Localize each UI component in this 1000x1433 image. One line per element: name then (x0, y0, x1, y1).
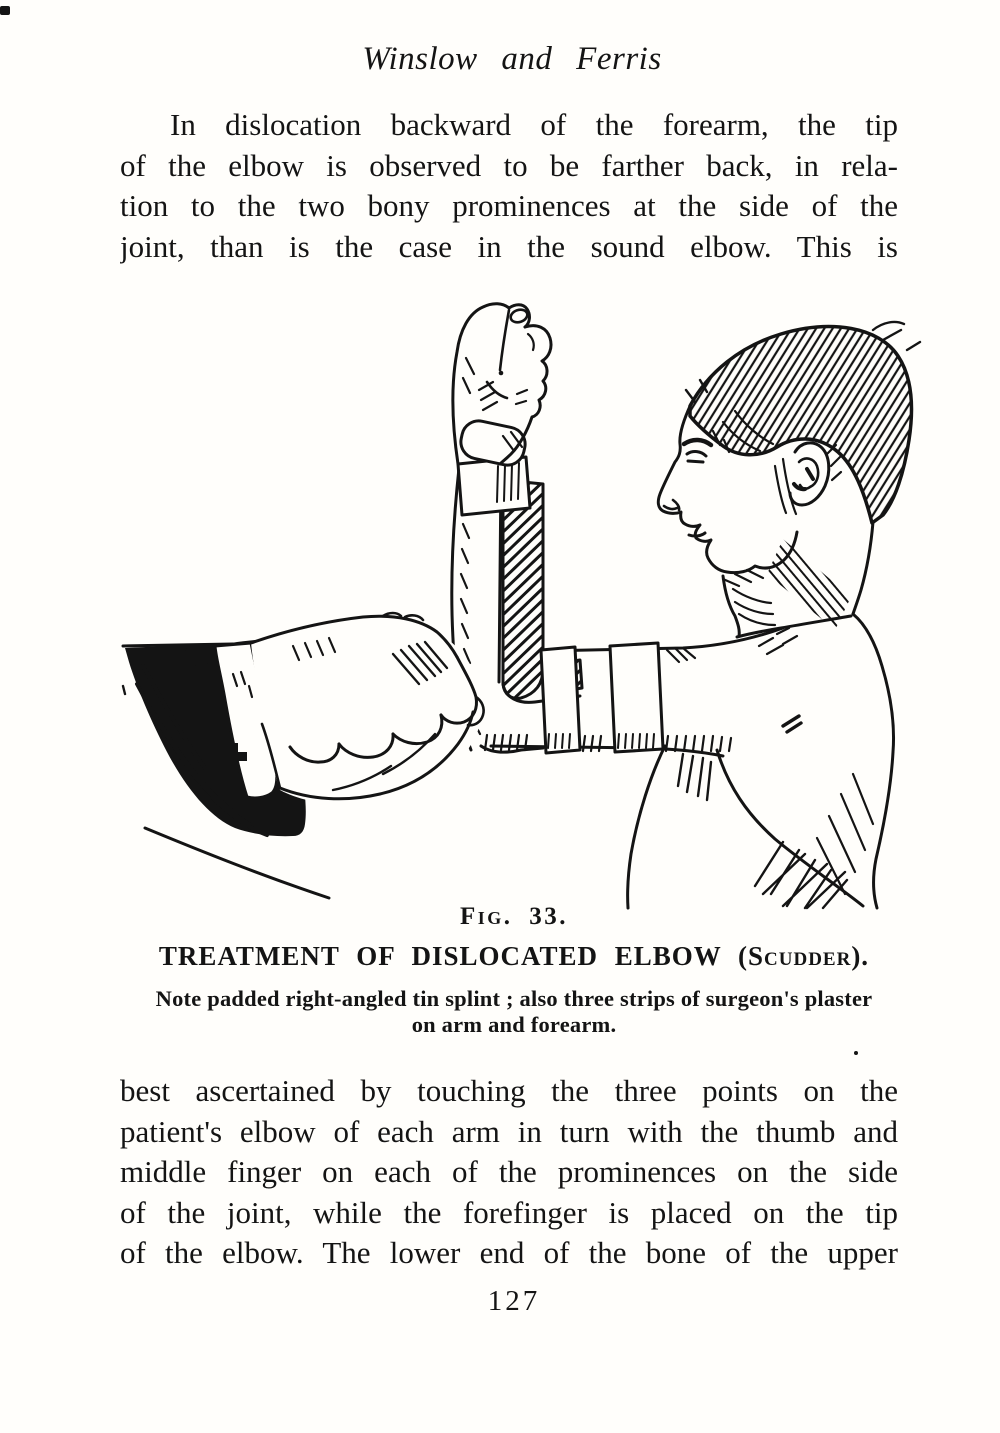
body-line: best ascertained by touching the three points on the (120, 1073, 898, 1108)
nostril (664, 500, 679, 510)
body-line: of the joint, while the forefinger is placed on the tip (120, 1194, 898, 1230)
body-line: joint, than is the case in the sound elbow. This is (120, 228, 898, 264)
figure-drawing (83, 294, 925, 914)
physician-arm (123, 613, 543, 898)
body-line: tion to the two bony prominences at the side of the (120, 188, 898, 223)
side-line (717, 750, 863, 906)
sleeve-bottom-line (145, 828, 329, 898)
figure-label: Fig. 33. (459, 903, 569, 930)
body-line: of the elbow. The lower end of the bone of the upper (120, 1235, 898, 1270)
scan-artifact (0, 6, 10, 15)
flank-hatching (755, 842, 847, 908)
scan-artifact (854, 1051, 858, 1055)
plaster-strip-upper-1 (541, 647, 580, 753)
figure-title: TREATMENT OF DISLOCATED ELBOW (Scudder). (158, 941, 870, 971)
running-head: Winslow and Ferris (362, 41, 662, 77)
figure-note (0, 986, 1000, 1038)
chest-line (628, 746, 665, 908)
body-line: In dislocation backward of the forearm, the tip (170, 107, 898, 142)
physician-hand (251, 613, 484, 804)
body-line: middle finger on each of the prominences on the side (120, 1154, 898, 1189)
body-line: patient's elbow of each arm in turn with the thumb and (120, 1113, 898, 1149)
paragraph-top (120, 105, 898, 267)
figure-note-line: on arm and forearm. (411, 1012, 617, 1037)
paragraph-bottom (120, 1071, 898, 1274)
page-number: 127 (487, 1285, 541, 1317)
scan-mark (123, 686, 125, 694)
splint-pad (458, 418, 529, 468)
body-line: of the elbow is observed to be farther back, in rela- (120, 147, 898, 183)
patient-hair (686, 322, 920, 523)
patient-ear (790, 443, 841, 505)
thumb-nail (509, 308, 529, 325)
eye (687, 452, 706, 462)
figure-illustration (83, 294, 925, 914)
figure-note-line: Note padded right-angled tin splint ; also three strips of surgeon's plaster (155, 986, 873, 1011)
patient-torso (628, 614, 894, 908)
chest-mark (783, 716, 801, 732)
eyebrow (684, 440, 711, 445)
patient-figure (452, 304, 920, 908)
